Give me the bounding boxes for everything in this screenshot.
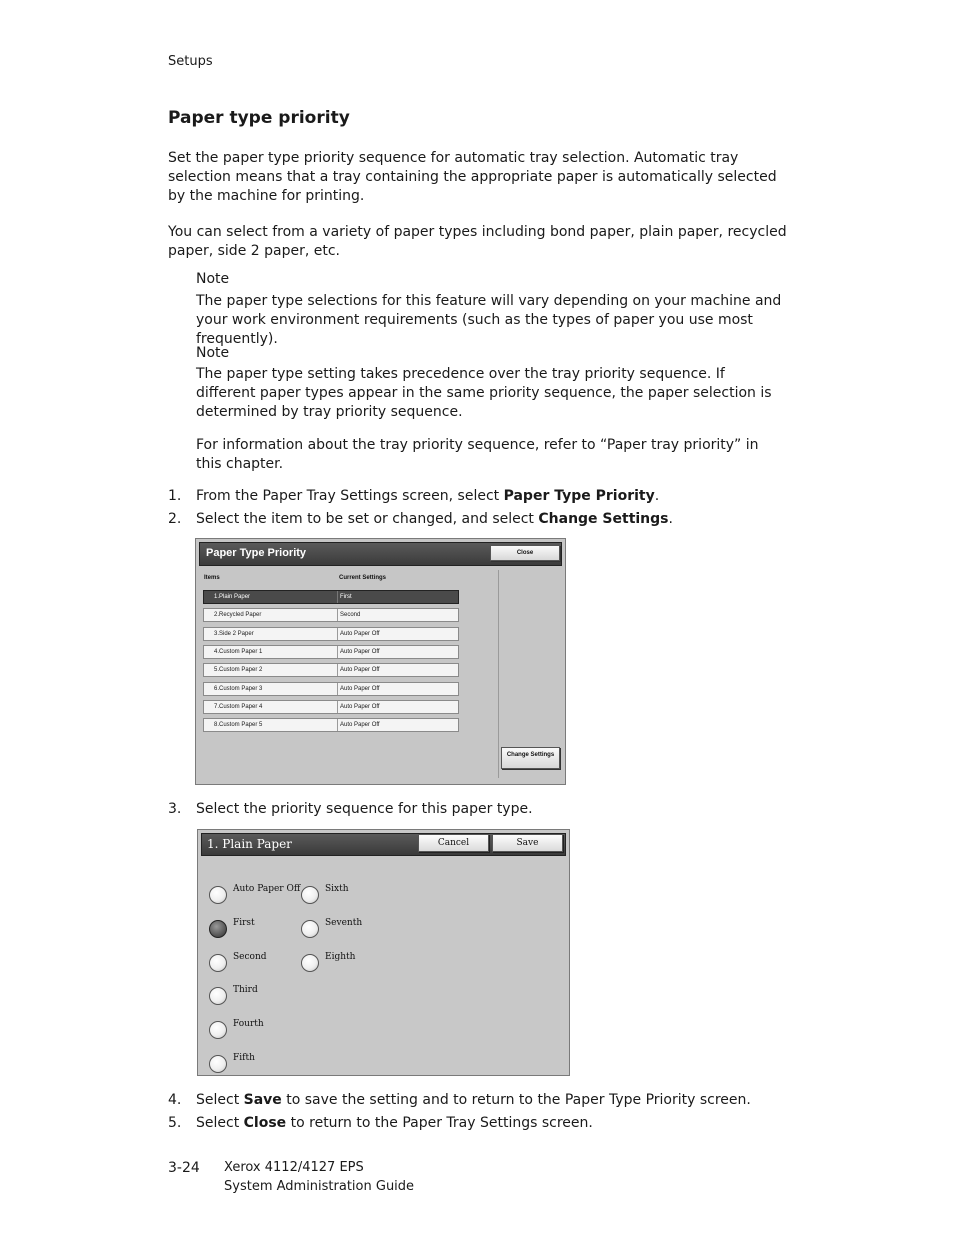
row-item-label: 8.Custom Paper 5 bbox=[214, 722, 263, 729]
step-text: Select the item to be set or changed, and select Change Settings. bbox=[196, 511, 673, 527]
step-number: 1. bbox=[168, 488, 182, 504]
radio-option[interactable] bbox=[209, 954, 227, 972]
intro-paragraph: Set the paper type priority sequence for automatic tray selection. Automatic tray selection means that a tray containing the appropriate paper is automatically selected by the machine for printing. bbox=[168, 150, 777, 204]
radio-option-label: Eighth bbox=[325, 951, 356, 962]
row-separator bbox=[337, 609, 338, 621]
step-text: Select Close to return to the Paper Tray Settings screen. bbox=[196, 1115, 593, 1131]
section-title: Paper type priority bbox=[168, 108, 350, 128]
footer-guide: System Administration Guide bbox=[224, 1179, 415, 1194]
screen-title: Paper Type Priority bbox=[206, 547, 307, 559]
change-settings-button[interactable]: Change Settings bbox=[501, 747, 560, 769]
step-number: 3. bbox=[168, 801, 182, 817]
settings-row[interactable] bbox=[203, 627, 459, 641]
note-text: The paper type setting takes precedence over the tray priority sequence. If different paper types appear in the same priority sequence, the paper selection is determined by tray priority sequence. bbox=[196, 366, 772, 420]
settings-row[interactable] bbox=[203, 645, 459, 659]
radio-option[interactable] bbox=[301, 886, 319, 904]
step-text: Select Save to save the setting and to return to the Paper Type Priority screen. bbox=[196, 1092, 751, 1108]
row-separator bbox=[337, 719, 338, 731]
row-separator bbox=[337, 664, 338, 676]
row-value-label: Auto Paper Off bbox=[340, 685, 380, 692]
save-button[interactable]: Save bbox=[492, 834, 563, 852]
note-label: Note bbox=[196, 345, 230, 361]
row-item-label: 1.Plain Paper bbox=[214, 594, 251, 600]
row-item-label: 5.Custom Paper 2 bbox=[214, 667, 263, 674]
settings-row[interactable] bbox=[203, 700, 459, 714]
info-paragraph: For information about the tray priority sequence, refer to “Paper tray priority” in this chapter. bbox=[196, 437, 759, 472]
radio-option-label: Second bbox=[233, 951, 267, 962]
step-number: 2. bbox=[168, 511, 182, 527]
plain-paper-screenshot bbox=[197, 829, 570, 1076]
row-item-label: 2.Recycled Paper bbox=[214, 612, 262, 619]
panel-divider bbox=[498, 570, 499, 778]
row-value-label: Auto Paper Off bbox=[340, 648, 380, 655]
paper-type-priority-screenshot bbox=[195, 538, 566, 785]
items-column-header: Items bbox=[204, 575, 220, 581]
radio-option-label: Fifth bbox=[233, 1053, 255, 1063]
row-value-label: Auto Paper Off bbox=[340, 703, 380, 710]
radio-option[interactable] bbox=[209, 1055, 227, 1073]
radio-option-label: Seventh bbox=[325, 917, 363, 928]
row-item-label: 6.Custom Paper 3 bbox=[214, 685, 263, 692]
settings-row[interactable] bbox=[203, 663, 459, 677]
row-item-label: 3.Side 2 Paper bbox=[214, 630, 254, 637]
settings-row[interactable] bbox=[203, 682, 459, 696]
row-separator bbox=[337, 683, 338, 695]
radio-option-label: Third bbox=[233, 985, 258, 996]
row-value-label: Auto Paper Off bbox=[340, 667, 380, 674]
row-value-label: Second bbox=[340, 612, 361, 619]
paper-types-paragraph: You can select from a variety of paper types including bond paper, plain paper, recycled paper, side 2 paper, etc. bbox=[168, 224, 787, 259]
current-settings-column-header: Current Settings bbox=[339, 575, 387, 581]
radio-option[interactable] bbox=[209, 1021, 227, 1039]
step-number: 4. bbox=[168, 1092, 182, 1108]
row-separator bbox=[337, 628, 338, 640]
row-separator bbox=[337, 591, 338, 603]
row-separator bbox=[337, 646, 338, 658]
radio-option-label: Auto Paper Off bbox=[233, 884, 301, 894]
settings-row[interactable] bbox=[203, 718, 459, 732]
row-value-label: First bbox=[340, 594, 352, 600]
row-value-label: Auto Paper Off bbox=[340, 630, 380, 637]
radio-option-label: Fourth bbox=[233, 1019, 264, 1030]
page-number: 3-24 bbox=[168, 1160, 200, 1176]
close-button[interactable]: Close bbox=[490, 545, 560, 561]
footer-product: Xerox 4112/4127 EPS bbox=[224, 1160, 364, 1175]
row-item-label: 4.Custom Paper 1 bbox=[214, 648, 263, 655]
row-value-label: Auto Paper Off bbox=[340, 722, 380, 729]
note-label: Note bbox=[196, 271, 230, 287]
radio-option[interactable] bbox=[209, 987, 227, 1005]
row-item-label: 7.Custom Paper 4 bbox=[214, 703, 263, 710]
step-text: From the Paper Tray Settings screen, select Paper Type Priority. bbox=[196, 488, 660, 504]
settings-row[interactable] bbox=[203, 590, 459, 604]
radio-option[interactable] bbox=[209, 886, 227, 904]
screen-title: 1. Plain Paper bbox=[207, 837, 292, 851]
cancel-button[interactable]: Cancel bbox=[418, 834, 489, 852]
radio-option-label: Sixth bbox=[325, 884, 349, 894]
step-text: Select the priority sequence for this paper type. bbox=[196, 801, 533, 817]
radio-option-label: First bbox=[233, 917, 255, 928]
note-text: The paper type selections for this feature will vary depending on your machine and your work environment requirements (such as the types of paper you use most frequently). bbox=[196, 293, 782, 347]
radio-option[interactable] bbox=[301, 920, 319, 938]
step-number: 5. bbox=[168, 1115, 182, 1131]
running-header: Setups bbox=[168, 54, 213, 69]
radio-option[interactable] bbox=[301, 954, 319, 972]
radio-option[interactable] bbox=[209, 920, 227, 938]
settings-row[interactable] bbox=[203, 608, 459, 622]
row-separator bbox=[337, 701, 338, 713]
